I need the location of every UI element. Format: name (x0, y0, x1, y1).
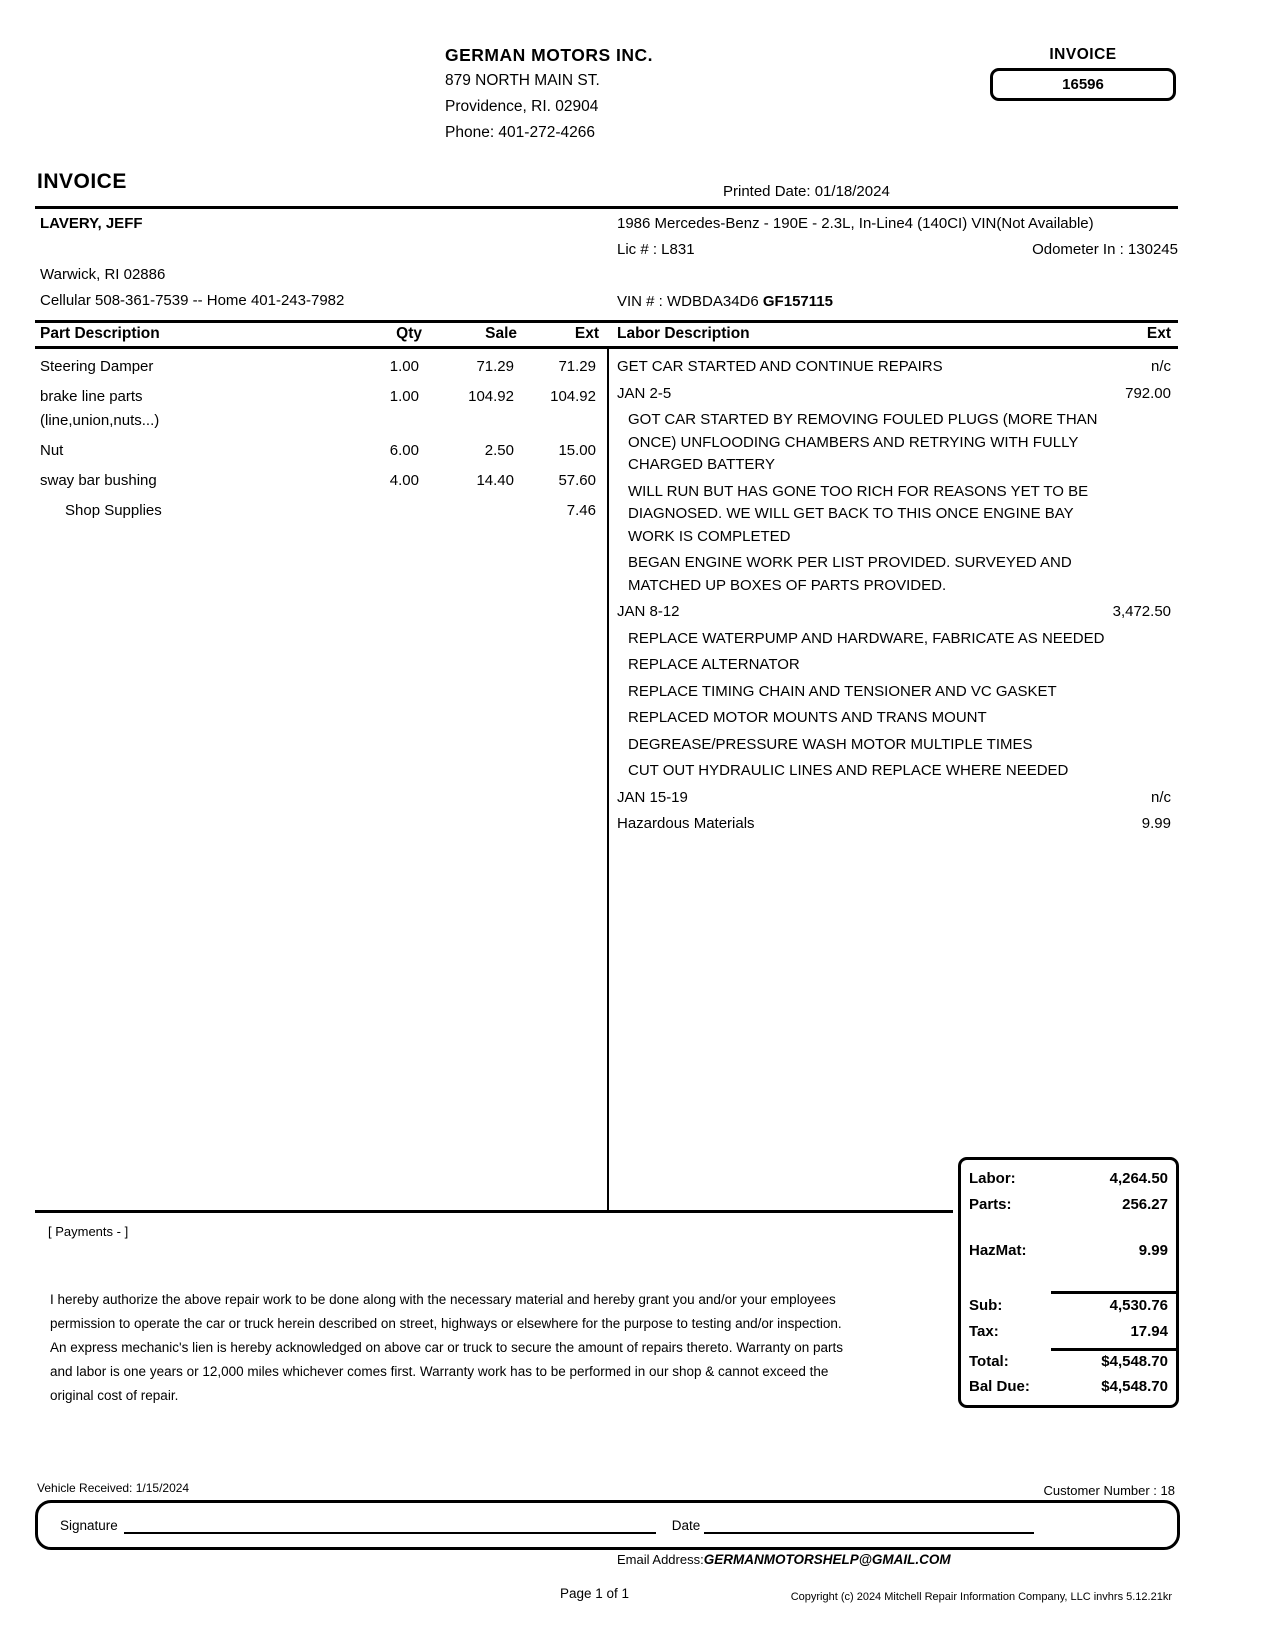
divider-top (35, 206, 1178, 209)
table-row: Steering Damper 1.00 71.29 71.29 (40, 358, 596, 375)
labor-table (617, 356, 1175, 840)
invoice-number-label: INVOICE (1049, 46, 1117, 63)
divider-table-top (35, 320, 1178, 323)
totals-hazmat-label: HazMat: (969, 1242, 1027, 1259)
parts-header-ext: Ext (574, 325, 599, 342)
customer-number: Customer Number : 18 (1043, 1483, 1175, 1498)
labor-row: DEGREASE/PRESSURE WASH MOTOR MULTIPLE TIMES (628, 735, 1033, 753)
parts-header-description: Part Description (40, 325, 160, 342)
table-row: (line,union,nuts...) (40, 412, 160, 429)
shop-header (445, 42, 653, 146)
table-row: Nut 6.00 2.50 15.00 (40, 442, 596, 459)
table-row: brake line parts 1.00 104.92 104.92 (40, 388, 596, 405)
labor-row: REPLACE TIMING CHAIN AND TENSIONER AND VC GASKET (628, 682, 1057, 700)
vehicle-vin-label: VIN # : WDBDA34D6 (617, 293, 763, 310)
customer-city: Warwick, RI 02886 (40, 266, 166, 283)
vehicle-vin-serial: GF157115 (762, 293, 833, 310)
page-number: Page 1 of 1 (560, 1586, 630, 1601)
customer-block (40, 211, 344, 314)
totals-baldue-label: Bal Due: (969, 1378, 1030, 1395)
shop-phone: Phone: 401-272-4266 (445, 124, 595, 141)
labor-row: JAN 2-5 792.00 (617, 384, 1171, 402)
totals-total-value: $4,548.70 (1101, 1353, 1168, 1370)
totals-hazmat-value: 9.99 (1138, 1242, 1168, 1259)
date-line[interactable] (704, 1516, 1034, 1534)
authorization-text: I hereby authorize the above repair work to be done along with the necessary material and hereby grant you and/or your employees permission to operate the car or truck herein described on street, highways or elsewhere for the purpose to testing and/or inspection. An express mechanic's lien is hereby acknowledged on above car or truck to secure the amount of repairs thereto. Warranty on parts and labor is one years or 12,000 miles whichever comes first. Warranty work has to be performed in our shop & cannot exceed the original cost of repair. (50, 1292, 843, 1403)
labor-row: WILL RUN BUT HAS GONE TOO RICH FOR REASONS YET TO BE DIAGNOSED. WE WILL GET BACK TO THIS ONCE ENGINE BAY WORK IS COMPLETED (628, 482, 1089, 545)
labor-row: Hazardous Materials 9.99 (617, 815, 1171, 832)
totals-separator (1051, 1291, 1176, 1294)
page-title: INVOICE (37, 170, 127, 193)
labor-row: JAN 8-12 3,472.50 (617, 603, 1171, 620)
vehicle-license: Lic # : L831 (617, 241, 695, 258)
signature-box (35, 1500, 1180, 1550)
email-value: GERMANMOTORSHELP@GMAIL.COM (703, 1552, 951, 1567)
table-row: Shop Supplies 7.46 (65, 502, 596, 519)
signature-label: Signature (60, 1517, 118, 1533)
totals-tax-value: 17.94 (1130, 1323, 1168, 1340)
vehicle-odometer: Odometer In : 130245 (1032, 241, 1178, 258)
customer-phones: Cellular 508-361-7539 -- Home 401-243-7982 (40, 292, 345, 309)
totals-total-label: Total: (969, 1353, 1009, 1370)
parts-header-sale: Sale (485, 325, 517, 342)
invoice-number-box: 16596 (990, 68, 1176, 101)
totals-parts-value: 256.27 (1122, 1196, 1168, 1213)
email-row (617, 1552, 951, 1567)
date-label: Date (671, 1517, 701, 1533)
copyright: Copyright (c) 2024 Mitchell Repair Information Company, LLC invhrs 5.12.21kr (790, 1591, 1172, 1603)
labor-row: GOT CAR STARTED BY REMOVING FOULED PLUGS (MORE THAN ONCE) UNFLOODING CHAMBERS AND RETRYING WITH FULLY CHARGED BATTERY (628, 411, 1098, 473)
labor-header-description: Labor Description (617, 325, 750, 342)
totals-tax-label: Tax: (969, 1323, 999, 1340)
payments-label: [ Payments - ] (48, 1224, 129, 1239)
parts-table (35, 356, 602, 530)
vehicle-description: 1986 Mercedes-Benz - 190E - 2.3L, In-Line4 (140CI) VIN(Not Available) (617, 215, 1094, 232)
divider-table-bottom (35, 1210, 953, 1213)
parts-header-qty: Qty (396, 325, 422, 342)
invoice-number-block (990, 46, 1176, 101)
labor-row: JAN 15-19 n/c (617, 788, 1171, 806)
labor-row: CUT OUT HYDRAULIC LINES AND REPLACE WHERE NEEDED (628, 762, 1069, 779)
shop-address-line2: Providence, RI. 02904 (445, 98, 599, 115)
totals-labor-label: Labor: (969, 1170, 1016, 1187)
table-row: sway bar bushing 4.00 14.40 57.60 (40, 472, 596, 489)
labor-row: REPLACED MOTOR MOUNTS AND TRANS MOUNT (628, 709, 987, 726)
printed-date: Printed Date: 01/18/2024 (723, 183, 890, 200)
email-label: Email Address: (617, 1552, 704, 1567)
labor-row: GET CAR STARTED AND CONTINUE REPAIRS n/c (617, 358, 1171, 375)
totals-box (958, 1157, 1179, 1408)
totals-sub-label: Sub: (969, 1297, 1003, 1314)
parts-table-header (35, 325, 605, 343)
customer-name: LAVERY, JEFF (40, 215, 143, 232)
vehicle-received: Vehicle Received: 1/15/2024 (37, 1481, 190, 1495)
labor-header-ext: Ext (1146, 325, 1171, 342)
vehicle-block (617, 211, 1178, 315)
labor-row: REPLACE ALTERNATOR (628, 656, 800, 673)
shop-address-line1: 879 NORTH MAIN ST. (445, 72, 600, 89)
totals-labor-value: 4,264.50 (1109, 1170, 1168, 1187)
shop-name: GERMAN MOTORS INC. (445, 45, 653, 65)
signature-line[interactable] (124, 1516, 656, 1534)
labor-row: REPLACE WATERPUMP AND HARDWARE, FABRICATE AS NEEDED (628, 629, 1105, 647)
totals-parts-label: Parts: (969, 1196, 1012, 1213)
parts-labor-divider (607, 349, 609, 1211)
totals-sub-value: 4,530.76 (1109, 1297, 1168, 1314)
labor-row: BEGAN ENGINE WORK PER LIST PROVIDED. SURVEYED AND MATCHED UP BOXES OF PARTS PROVIDED. (628, 554, 1072, 594)
labor-table-header (617, 325, 1175, 343)
totals-separator (1051, 1348, 1176, 1351)
totals-baldue-value: $4,548.70 (1101, 1378, 1168, 1395)
